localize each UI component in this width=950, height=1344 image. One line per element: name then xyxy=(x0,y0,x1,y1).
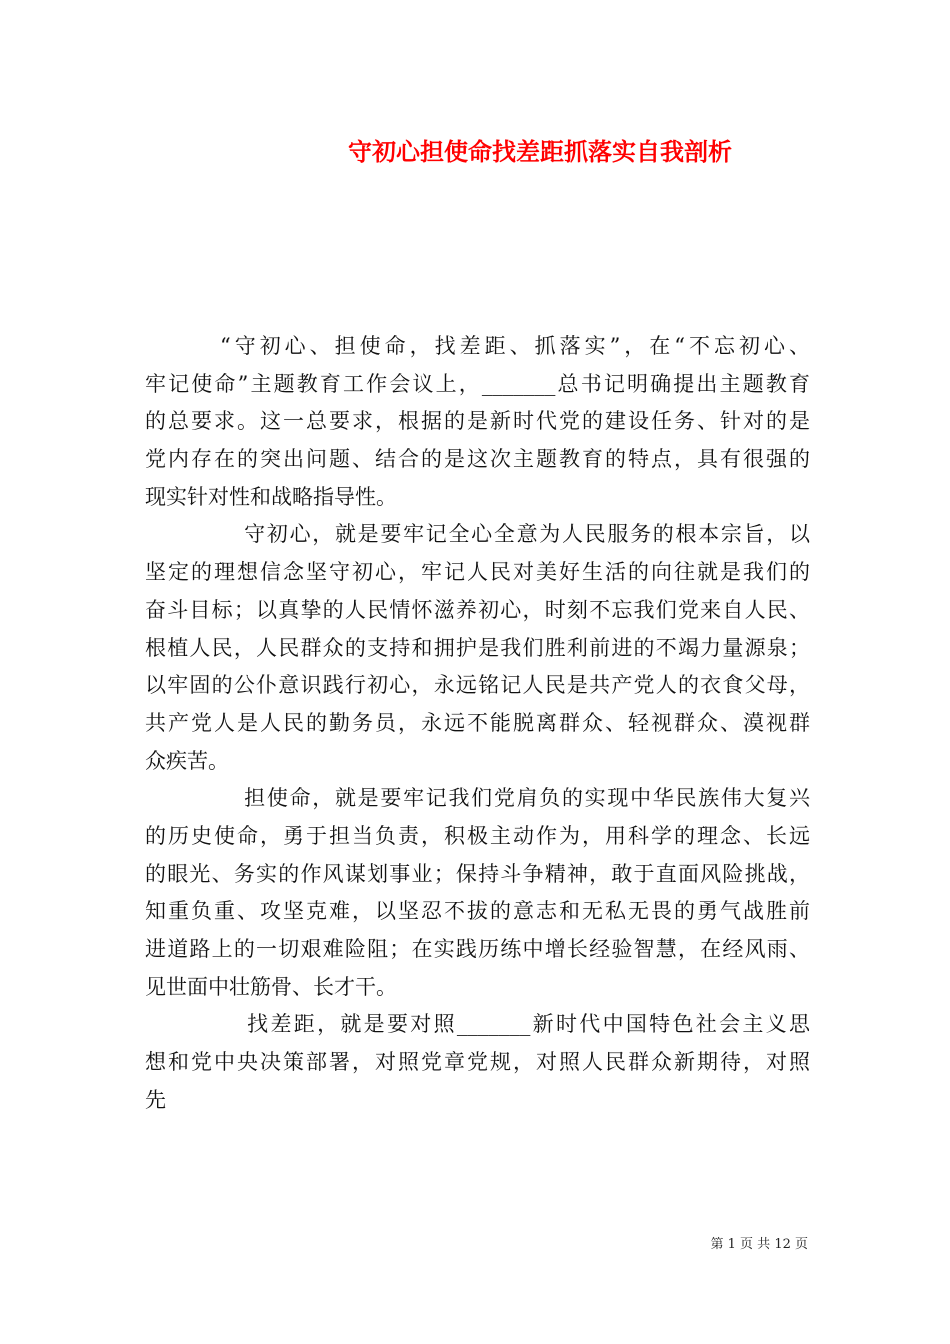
text-line: 坚定的理想信念坚守初心，牢记人民对美好生活的向往就是我们的 xyxy=(145,560,810,585)
text-line: 众疾苦。 xyxy=(145,748,229,773)
text-line: “守初心、担使命，找差距、抓落实”，在“不忘初心、 xyxy=(145,334,810,358)
text-line: 守初心，就是要牢记全心全意为人民服务的根本宗旨，以 xyxy=(145,522,810,547)
paragraph-2 xyxy=(145,516,810,780)
text-line: 根植人民，人民群众的支持和拥护是我们胜利前进的不竭力量源泉； xyxy=(145,635,810,660)
text-line: 见世面中壮筋骨、长才干。 xyxy=(145,974,397,999)
text-line: 牢记使命”主题教育工作会议上，_______总书记明确提出主题教育 xyxy=(145,371,810,396)
text-line: 奋斗目标；以真挚的人民情怀滋养初心，时刻不忘我们党来自人民、 xyxy=(145,597,810,622)
text-line: 进道路上的一切艰难险阻；在实践历练中增长经验智慧，在经风雨、 xyxy=(145,937,810,961)
document-body xyxy=(145,328,810,1119)
text-line: 的眼光、务实的作风谋划事业；保持斗争精神，敢于直面风险挑战， xyxy=(145,861,810,886)
paragraph-4 xyxy=(145,1006,810,1119)
text-line: 先 xyxy=(145,1087,166,1112)
text-line: 想和党中央决策部署，对照党章党规，对照人民群众新期待，对照 xyxy=(145,1050,810,1075)
text-line: 担使命，就是要牢记我们党肩负的实现中华民族伟大复兴 xyxy=(145,786,810,811)
text-line: 以牢固的公仆意识践行初心，永远铭记人民是共产党人的衣食父母， xyxy=(145,673,810,698)
page-number-footer: 第 1 页 共 12 页 xyxy=(710,1237,808,1252)
text-line: 共产党人是人民的勤务员，永远不能脱离群众、轻视群众、漠视群 xyxy=(145,710,810,735)
text-line: 现实针对性和战略指导性。 xyxy=(145,484,397,509)
document-title: 守初心担使命找差距抓落实自我剖析 xyxy=(348,137,732,166)
paragraph-1 xyxy=(145,328,810,516)
text-line: 找差距，就是要对照_______新时代中国特色社会主义思 xyxy=(145,1012,810,1037)
text-line: 的历史使命，勇于担当负责，积极主动作为，用科学的理念、长远 xyxy=(145,823,810,848)
text-line: 党内存在的突出问题、结合的是这次主题教育的特点，具有很强的 xyxy=(145,447,810,472)
text-line: 的总要求。这一总要求，根据的是新时代党的建设任务、针对的是 xyxy=(145,409,810,434)
paragraph-3 xyxy=(145,780,810,1006)
text-line: 知重负重、攻坚克难，以坚忍不拔的意志和无私无畏的勇气战胜前 xyxy=(145,899,810,924)
